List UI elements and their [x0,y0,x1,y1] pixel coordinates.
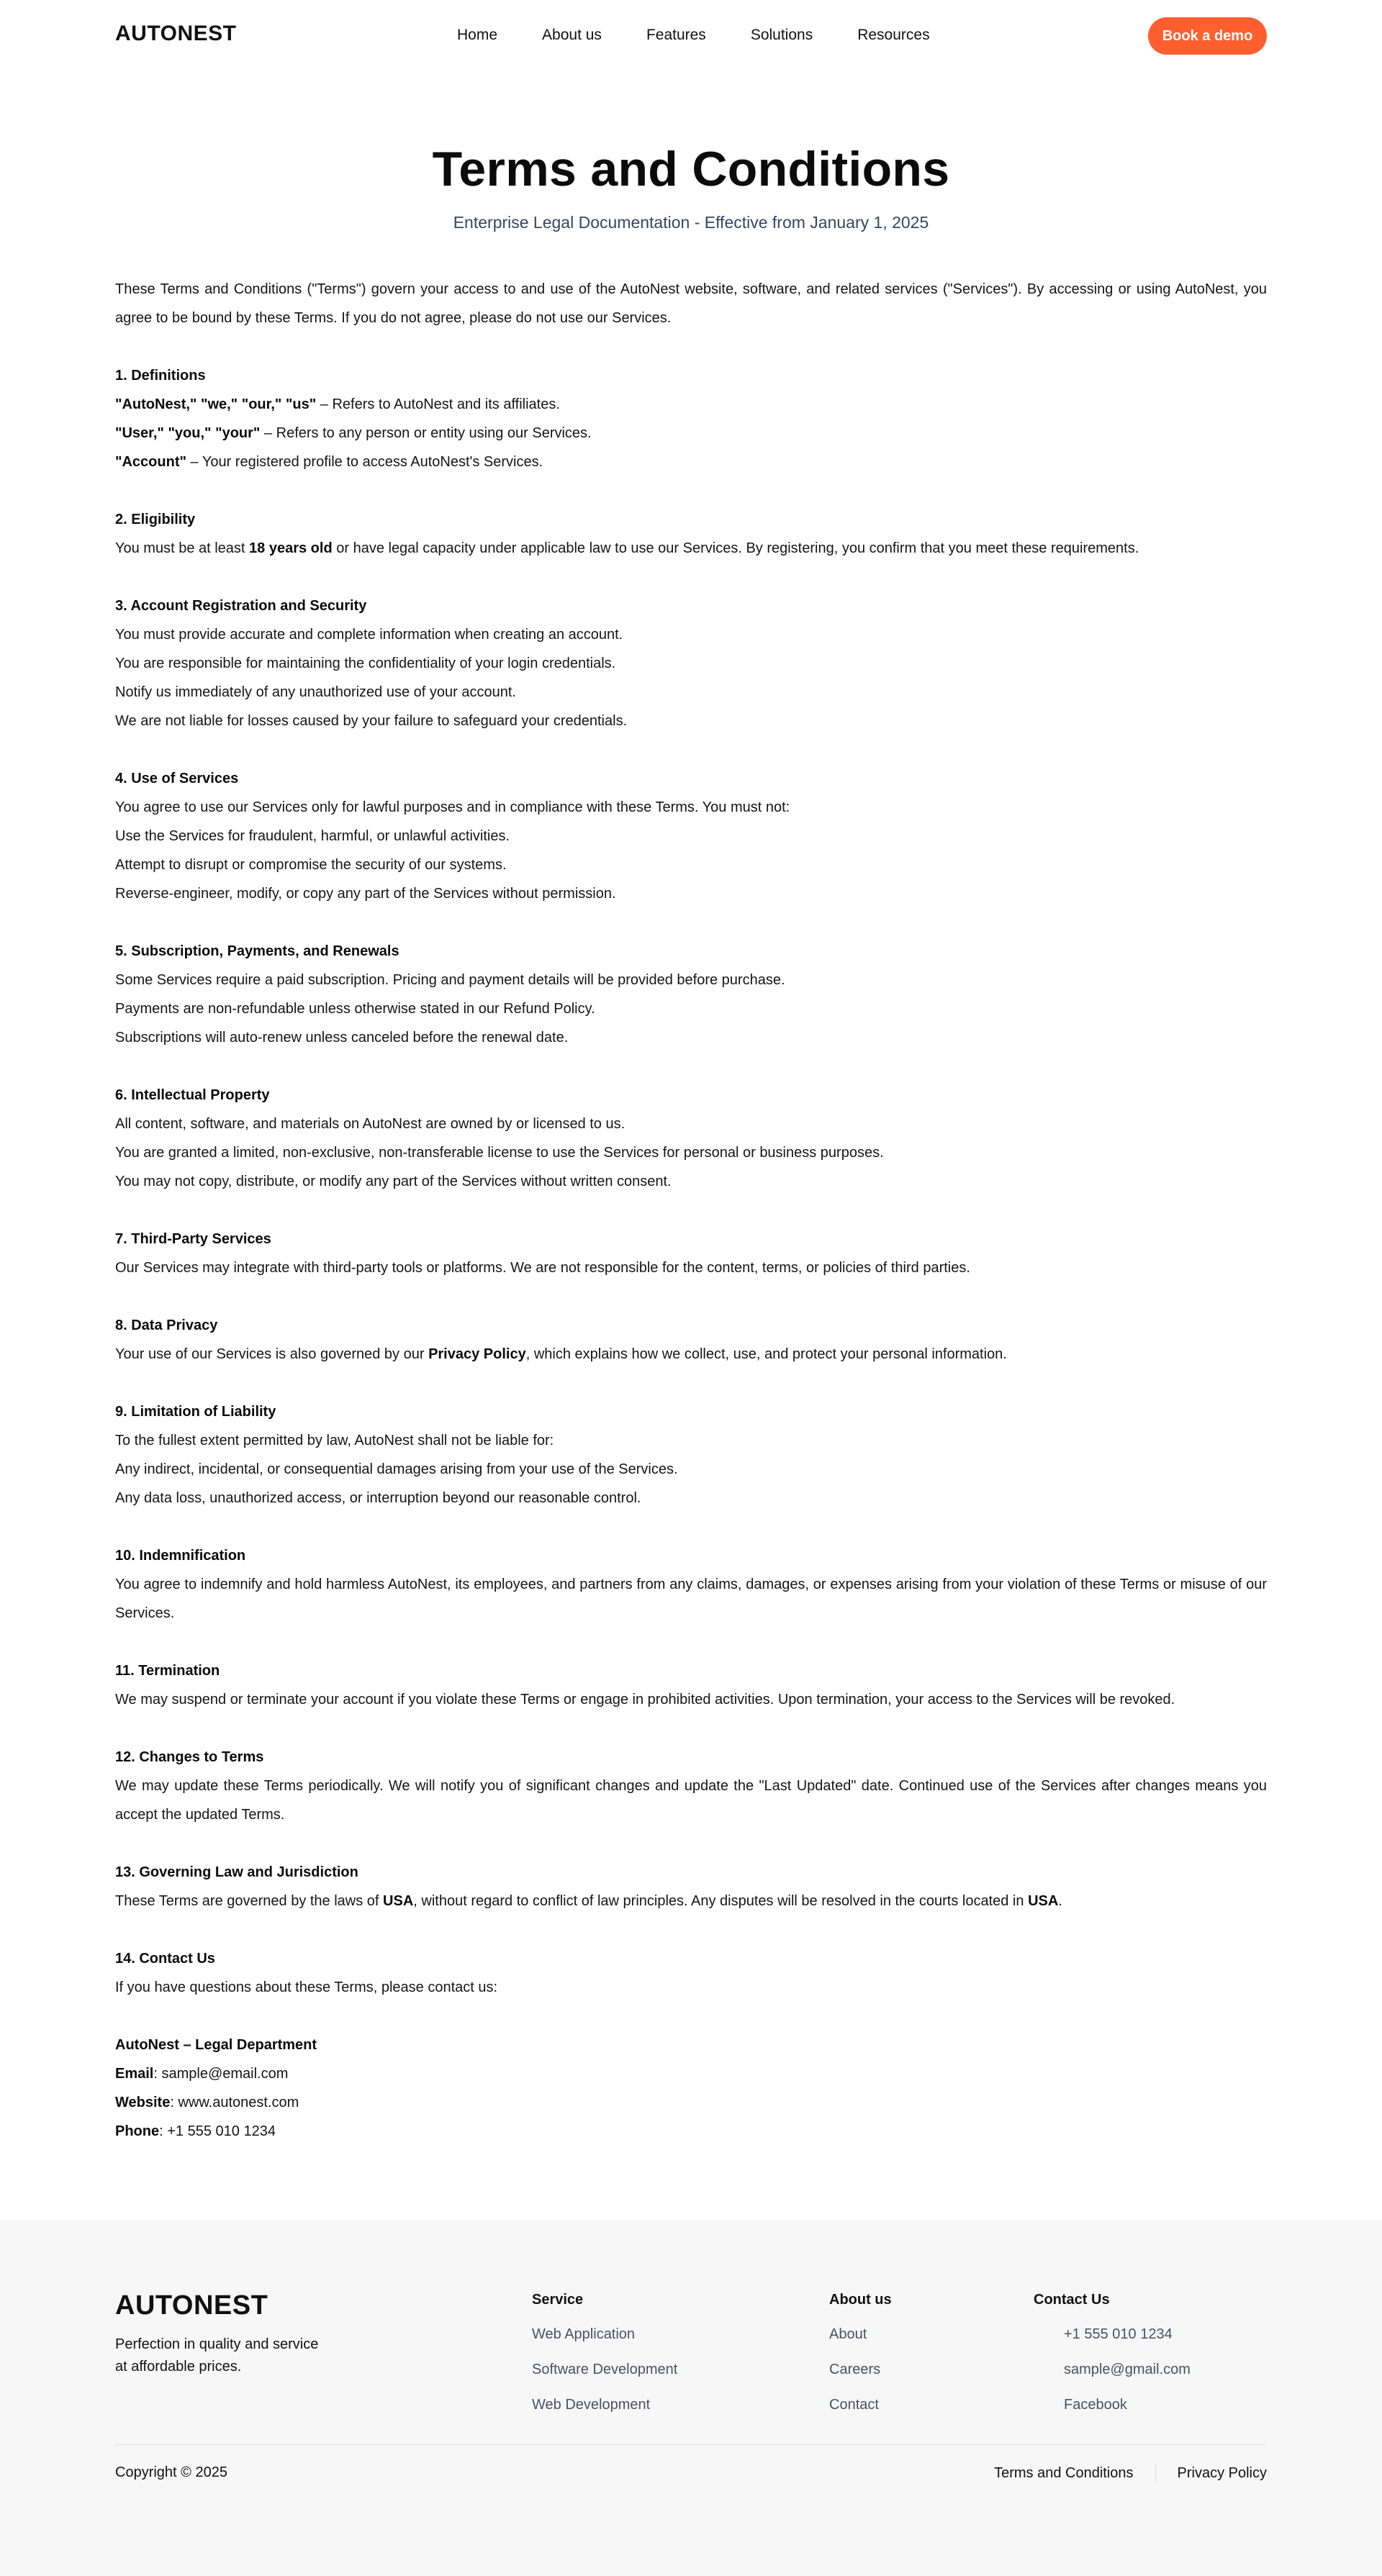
section-title: 4. Use of Services [115,771,239,786]
section-changes [115,1743,1267,1829]
footer-link-contact[interactable]: Contact [829,2397,879,2413]
section-contact-us [115,1944,1267,2146]
terms-content [115,275,1267,2174]
section-liability [115,1397,1267,1513]
site-logo[interactable]: AUTONEST [115,22,237,45]
intro-paragraph: These Terms and Conditions ("Terms") govern your access to and use of the AutoNest website, software, and related services ("Services"). By accessing or using AutoNest, you agree to be bound by these Terms. If you do not agree, please do not use our Services. [115,281,1267,326]
section-line: Some Services require a paid subscription. Pricing and payment details will be provided before purchase. [115,972,785,988]
footer-privacy-link[interactable]: Privacy Policy [1177,2464,1267,2481]
footer-tagline: Perfection in quality and service at affordable prices. [115,2336,319,2375]
section-subscription [115,937,1267,1052]
section-text: We may suspend or terminate your account if you violate these Terms or engage in prohibited activities. Upon termination, your access to the Services will be revoked. [115,1692,1175,1707]
contact-email [115,2059,1267,2088]
section-text: If you have questions about these Terms, please contact us: [115,1979,498,1995]
section-account-security [115,591,1267,735]
text-fragment: . [1058,1893,1062,1909]
definition-text: – Refers to any person or entity using our Services. [260,425,592,441]
footer-link-software-development[interactable]: Software Development [532,2362,678,2377]
page-subtitle: Enterprise Legal Documentation - Effective from January 1, 2025 [453,213,929,232]
footer-contact-facebook[interactable]: Facebook [1064,2397,1127,2413]
section-intellectual-property [115,1081,1267,1196]
section-text: Our Services may integrate with third-party tools or platforms. We are not responsible for the content, terms, or policies of third parties. [115,1260,970,1276]
section-title: 10. Indemnification [115,1548,246,1564]
footer-link-separator [1155,2464,1156,2482]
section-title: 3. Account Registration and Security [115,598,367,614]
footer-column-title: Contact Us [1034,2292,1110,2308]
contact-phone-value[interactable]: : +1 555 010 1234 [159,2123,276,2139]
text-fragment: These Terms are governed by the laws of [115,1893,384,1909]
text-fragment: , without regard to conflict of law principles. Any disputes will be resolved in the courts located in [413,1893,1029,1909]
page-title: Terms and Conditions [432,142,950,196]
footer-about-column [829,2292,892,2431]
footer-contact-email[interactable]: sample@gmail.com [1064,2362,1191,2377]
text-fragment: You must be at least [115,540,250,556]
definition-term: "Account" [115,454,186,470]
section-line: Any indirect, incidental, or consequential damages arising from your use of the Services. [115,1461,678,1477]
contact-phone [115,2117,1267,2146]
book-demo-button[interactable]: Book a demo [1148,17,1267,55]
site-footer [0,2220,1382,2576]
section-use-of-services [115,764,1267,908]
site-header [115,0,1267,71]
footer-link-about[interactable]: About [829,2326,867,2342]
section-line: Any data loss, unauthorized access, or interruption beyond our reasonable control. [115,1490,641,1506]
contact-label: Email [115,2066,154,2082]
section-title: 1. Definitions [115,368,206,384]
definition-term: "AutoNest," "we," "our," "us" [115,396,317,412]
footer-service-column [532,2292,677,2431]
section-text: You agree to indemnify and hold harmless AutoNest, its employees, and partners from any claims, damages, or expenses arising from your violation of these Terms or misuse of our Services. [115,1577,1267,1621]
footer-link-careers[interactable]: Careers [829,2362,881,2377]
text-fragment: or have legal capacity under applicable law to use our Services. By registering, you confirm that you meet these requirements. [332,540,1139,556]
contact-title: AutoNest – Legal Department [115,2037,317,2053]
footer-column-title: About us [829,2292,892,2308]
nav-resources[interactable]: Resources [857,27,930,43]
section-line: Attempt to disrupt or compromise the security of our systems. [115,857,507,873]
section-text [115,1340,1267,1369]
section-title: 11. Termination [115,1663,220,1679]
footer-link-web-development[interactable]: Web Development [532,2397,651,2413]
footer-legal-links [994,2464,1267,2482]
section-title: 6. Intellectual Property [115,1087,270,1103]
section-text [115,534,1267,563]
section-title: 5. Subscription, Payments, and Renewals [115,943,399,959]
section-line: You are responsible for maintaining the confidentiality of your login credentials. [115,656,616,671]
section-line: You must provide accurate and complete information when creating an account. [115,627,623,643]
section-line: You may not copy, distribute, or modify any part of the Services without written consent. [115,1174,672,1189]
section-title: 8. Data Privacy [115,1318,218,1333]
section-line: Use the Services for fraudulent, harmful, or unlawful activities. [115,828,510,844]
privacy-policy-link[interactable]: Privacy Policy [428,1346,526,1362]
nav-about-us[interactable]: About us [542,27,602,43]
section-indemnification [115,1541,1267,1628]
section-line: Subscriptions will auto-renew unless canceled before the renewal date. [115,1030,569,1046]
section-text [115,1887,1267,1915]
contact-block [115,2031,1267,2146]
section-termination [115,1656,1267,1714]
contact-label: Phone [115,2123,160,2139]
section-line: Payments are non-refundable unless otherwise stated in our Refund Policy. [115,1001,595,1017]
section-definitions [115,361,1267,476]
contact-website [115,2088,1267,2117]
definition-text: – Your registered profile to access AutoNest's Services. [186,454,543,470]
section-line: You agree to use our Services only for lawful purposes and in compliance with these Terms. You must not: [115,799,790,815]
text-fragment: Your use of our Services is also governed by our [115,1346,429,1362]
footer-copyright: Copyright © 2025 [115,2464,227,2480]
footer-link-web-application[interactable]: Web Application [532,2326,636,2342]
definition-text: – Refers to AutoNest and its affiliates. [316,396,560,412]
nav-features[interactable]: Features [646,27,706,43]
section-title: 12. Changes to Terms [115,1749,264,1765]
emphasis-text: 18 years old [249,540,333,556]
contact-website-value[interactable]: : www.autonest.com [170,2095,299,2110]
section-text: We may update these Terms periodically. We will notify you of significant changes and update the "Last Updated" date. Continued use of the Services after changes means you accept the updated Terms. [115,1778,1267,1823]
definition-term: "User," "you," "your" [115,425,261,441]
definition-line [115,448,1267,476]
text-fragment: , which explains how we collect, use, and protect your personal information. [525,1346,1007,1362]
nav-solutions[interactable]: Solutions [750,27,813,43]
section-governing-law [115,1858,1267,1915]
section-line: To the fullest extent permitted by law, AutoNest shall not be liable for: [115,1433,554,1448]
section-title: 13. Governing Law and Jurisdiction [115,1864,358,1880]
contact-email-value[interactable]: : sample@email.com [153,2066,289,2082]
section-title: 7. Third-Party Services [115,1231,271,1247]
definition-line [115,419,1267,448]
nav-home[interactable]: Home [457,27,498,43]
section-line: All content, software, and materials on AutoNest are owned by or licensed to us. [115,1116,625,1132]
section-eligibility [115,505,1267,563]
footer-contact-phone[interactable]: +1 555 010 1234 [1064,2326,1173,2342]
section-data-privacy [115,1311,1267,1369]
footer-logo[interactable]: AUTONEST [115,2290,268,2321]
emphasis-text: USA [383,1893,414,1909]
section-title: 9. Limitation of Liability [115,1404,276,1420]
footer-terms-link[interactable]: Terms and Conditions [994,2464,1134,2481]
definition-line [115,390,1267,419]
footer-divider [115,2444,1267,2445]
section-line: Reverse-engineer, modify, or copy any part of the Services without permission. [115,886,616,902]
footer-column-title: Service [532,2292,584,2308]
section-line: Notify us immediately of any unauthorized use of your account. [115,684,516,700]
footer-contact-column [1034,2292,1191,2431]
main-nav [457,27,930,44]
section-third-party [115,1225,1267,1282]
emphasis-text: USA [1028,1893,1059,1909]
section-line: We are not liable for losses caused by your failure to safeguard your credentials. [115,713,628,729]
contact-label: Website [115,2095,171,2110]
section-title: 2. Eligibility [115,512,196,527]
section-line: You are granted a limited, non-exclusive, non-transferable license to use the Services for personal or business purposes. [115,1145,884,1161]
section-title: 14. Contact Us [115,1951,215,1967]
